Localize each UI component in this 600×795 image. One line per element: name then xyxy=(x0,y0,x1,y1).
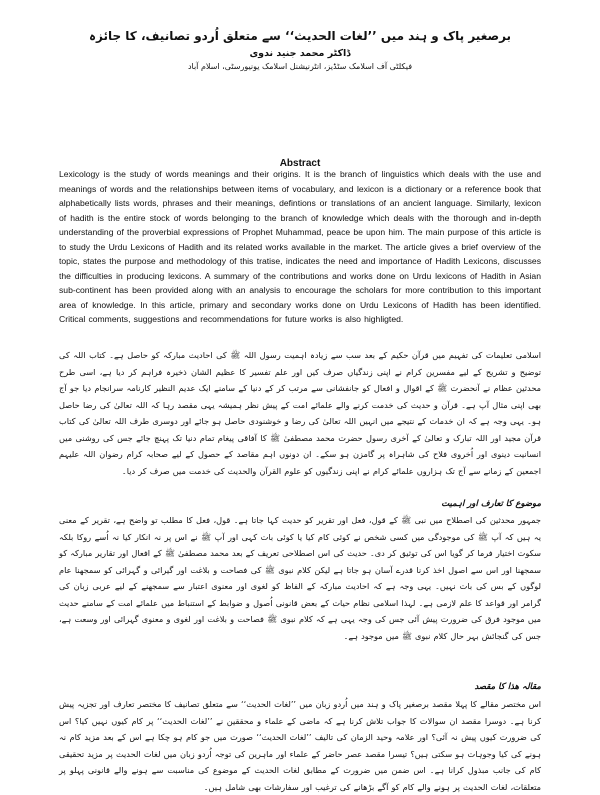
article-title: برصغیر پاک و ہند میں ’’لغات الحدیث‘‘ سے متعلق اُردو تصانیف، کا جائزہ xyxy=(88,29,512,43)
author-affiliation: فیکلٹی آف اسلامک سٹڈیز، انٹرنیشنل اسلامک یونیورسٹی، اسلام آباد xyxy=(187,62,413,71)
abstract-heading: Abstract xyxy=(279,158,321,169)
section-paragraph-purpose: اس مختصر مقالے کا پہلا مقصد برصغیر پاک و ہند میں اُردو زبان میں ’’لغات الحدیث‘‘ سے متعلق تصانیف کا مختصر تعارف اور تجزیہ پیش کرنا ہے۔ دوسرا مقصد ان سوالات کا جواب تلاش کرنا ہے کہ ماضی کے علماء و محققین نے ’’لغات الحدیث‘‘ پر کام کیوں نہیں کیا؟ اس کی ضرورت کیوں پیش نہ آئی؟ اور علامہ وحید الزمان کی تالیف ’’لغات الحدیث‘‘ صورت میں جو کام ہو چکا ہے اس کے بعد مزید کام نہ ہونے کی کیا وجوہات ہو سکتی ہیں؟ تیسرا مقصد عصر حاضر کے علماء اور ماہرین کی توجہ اُردو زبان میں لغات الحدیث پر مزید تحقیقی کام کی جانب مبذول کرانا ہے۔ اس ضمن میں ضرورت کے مطابق لغات الحدیث کے موضوع کی مناسبت سے ہونے والے قانونی پہلو پر متعلقات، لغات الحدیث پر ہونے والے کام کو آگے بڑھانے کی ترغیب اور سفارشات بھی شامل ہیں۔ xyxy=(59,699,541,792)
section-paragraph-topic-intro: جمہور محدثین کی اصطلاح میں نبی ﷺ کے قول، فعل اور تقریر کو حدیث کہا جاتا ہے۔ قول، فعل کا مطلب تو واضح ہے، تقریر کے معنی یہ ہیں کہ آپ ﷺ کی موجودگی میں کسی شخص نے کوئی کام کیا یا کوئی بات کہی اور آپ ﷺ نے اس پر نہ انکار کیا نہ اُسے روکا بلکہ سکوت اختیار فرما کر گویا اس کی توثیق کر دی۔ حدیث کی اس اصطلاحی تعریف کے بعد محمد مصطفیٰ ﷺ کے افعال اور تقاریر مبارکہ کو سمجھنا اور اس سے اصول اخذ کرنا قدرے آسان ہو جاتا ہے لیکن کلام نبوی ﷺ کی فصاحت و بلاغت اور گیرائی و گہرائی کو سمجھنا عام لوگوں کے بس کی بات نہیں۔ یہی وجہ ہے کہ احادیث مبارکہ کے الفاظ کو لغوی اور معنوی اعتبار سے سمجھنے کے لیے عربی زبان کی گرامر اور قواعد کا علم لازمی ہے۔ لہذا اسلامی نظام حیات کے بعض قانونی اُصول و ضوابط کے استنباط میں علمائے امت کے سامنے حدیث میں موجود فرق کی ضرورت پیش آئی جس کی وجہ یہی ہے کہ کلام نبوی ﷺ فصاحت و بلاغت اور لغوی و معنوی گہرائی اور وسعت ہے، جس کی گنجائش بہر حال کلام نبوی ﷺ میں موجود ہے۔ xyxy=(59,515,541,641)
section-heading-topic-intro: موضوع کا تعارف اور اہمیت xyxy=(441,499,541,509)
section-heading-purpose: مقالہ ھذا کا مقصد xyxy=(474,682,541,692)
intro-paragraph: اسلامی تعلیمات کی تفہیم میں قرآن حکیم کے بعد سب سے زیادہ اہمیت رسول اللہ ﷺ کی احادیث مبارکہ کو حاصل ہے۔ کتاب اللہ کی توضیح و تشریح کے لیے مفسرین کرام نے اپنی زندگیاں صرف کیں اور علم تفسیر کا عظیم الشان ذخیرہ فراہم کر دیا ہے، اسی طرح محدثین عظام نے آنحضرت ﷺ کے اقوال و افعال کو جانفشانی سے مرتب کر کے دنیا کے سامنے ایک عدیم النظیر کارنامہ سرانجام دیا جو آج بھی اپنی مثال آپ ہے۔ قرآن و حدیث کی خدمت کرنے والے علمائے امت کے پیش نظر ہمیشہ یہی مقصد رہا کہ اللہ تعالیٰ کی رضا حاصل ہو۔ یہی وجہ ہے کہ ان خدمات کے نتیجے میں انہیں اللہ تعالیٰ کی رضا و خوشنودی حاصل ہو جائے اور دوسری طرف اللہ تعالیٰ کی کتاب قرآن مجید اور اللہ تبارک و تعالیٰ کے آخری رسول حضرت محمد مصطفیٰ ﷺ کا آفاقی پیغام تمام دنیا تک پہنچ جائے جس کی روشنی میں انسانیت دینوی اور اُخروی فلاح کی شاہراہ پر گامزن ہو سکے۔ ان دونوں اہم مقاصد کے حصول کے لیے صحابہ کرام رضوان اللہ علیہم اجمعین کے زمانے سے آج تک ہزاروں علمائے کرام نے اپنی زندگیوں کو علوم القرآن والحدیث کی خدمت میں صرف کر دیا۔ xyxy=(59,350,541,476)
abstract-body: Lexicology is the study of words meanings and their origins. It is the branch of linguistics which deals with the use and meanings of words and the relationships between items of vocabulary, and lexicon is a dictionary or a reference book that alphabetically lists words, phrases and their meanings, defintions or translations of an ancient language. Similarly, lexicon of hadith is the entire stock of words belonging to the branch of knowledge which deals with the thorough and in-depth understanding of the proverbial expressions of Prophet Muhammad, peace be upon him. The main purpose of this article is to study the Urdu Lexicons of Hadith and its related works available in the market. The article gives a brief overview of the topic, states the purpose and methodology of this tratise, indicates the need and importance of Hadith Lexicons, discusses the difficulties in producing lexicons. A summary of the contributions and works done on Urdu lexicons of Hadith in Asian sub-continent has been provided along with an analysis to encourage the scholars for more contribution to this important area of knowledge. In this article, primary and secondary works done on Urdu Lexicons of Hadith has been identified. Critical comments, suggestions and recommendations for future works is also highligted. xyxy=(59,169,541,324)
author-name: ڈاکٹر محمد جنید ندوی xyxy=(249,48,351,59)
